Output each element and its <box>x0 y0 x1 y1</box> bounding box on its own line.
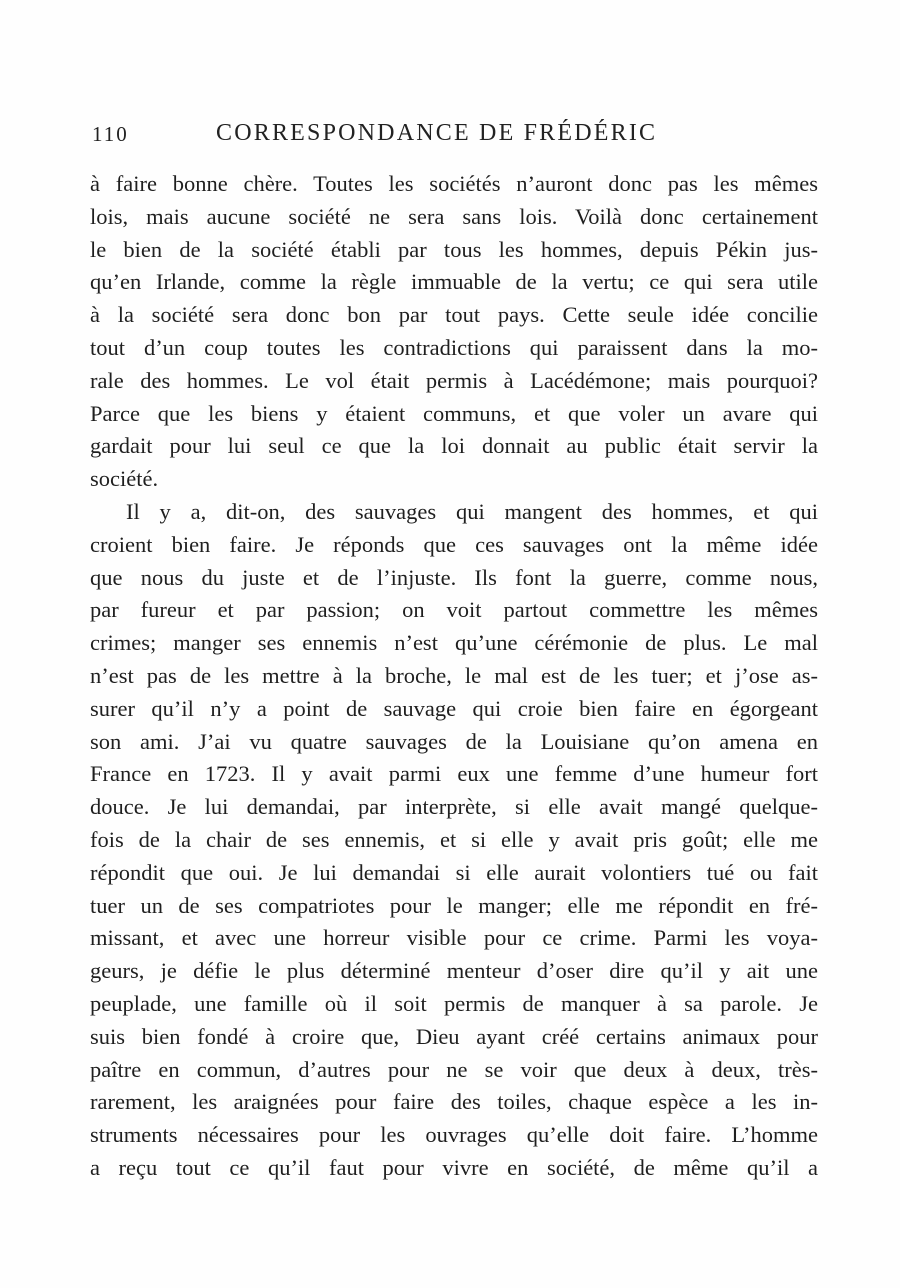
text-line: douce. Je lui demandai, par interprète, si elle avait mangé quelque- <box>90 794 818 820</box>
text-line: surer qu’il n’y a point de sauvage qui croie bien faire en égorgeant <box>90 695 818 721</box>
text-line: le bien de la société établi par tous les hommes, depuis Pékin jus- <box>90 236 818 262</box>
text-line: n’est pas de les mettre à la broche, le mal est de les tuer; et j’ose as- <box>90 662 818 688</box>
text-line: rarement, les araignées pour faire des toiles, chaque espèce a les in- <box>90 1089 818 1115</box>
text-line: répondit que oui. Je lui demandai si elle aurait volontiers tué ou fait <box>90 859 818 885</box>
paragraph-start-line: Il y a, dit-on, des sauvages qui mangent des hommes, et qui <box>126 498 818 524</box>
text-line: à faire bonne chère. Toutes les sociétés n’auront donc pas les mêmes <box>90 171 818 196</box>
text-line: missant, et avec une horreur visible pour ce crime. Parmi les voya- <box>90 925 818 951</box>
text-line: paître en commun, d’autres pour ne se voir que deux à deux, très- <box>90 1056 818 1082</box>
text-line: tout d’un coup toutes les contradictions qui paraissent dans la mo- <box>90 334 818 360</box>
text-line: fois de la chair de ses ennemis, et si elle y avait pris goût; elle me <box>90 826 818 852</box>
text-line: lois, mais aucune société ne sera sans lois. Voilà donc certainement <box>90 203 818 229</box>
text-line: a reçu tout ce qu’il faut pour vivre en société, de même qu’il a <box>90 1154 818 1180</box>
text-line: France en 1723. Il y avait parmi eux une femme d’une humeur fort <box>90 761 818 787</box>
text-line: rale des hommes. Le vol était permis à Lacédémone; mais pourquoi? <box>90 367 818 393</box>
text-line: gardait pour lui seul ce que la loi donnait au public était servir la <box>90 433 818 459</box>
text-line: à la société sera donc bon par tout pays. Cette seule idée concilie <box>90 302 818 328</box>
text-line: tuer un de ses compatriotes pour le manger; elle me répondit en fré- <box>90 892 818 918</box>
page-header <box>92 120 824 156</box>
text-line: suis bien fondé à croire que, Dieu ayant créé certains animaux pour <box>90 1023 818 1049</box>
page-number: 110 <box>92 122 129 146</box>
body-text <box>90 168 818 1185</box>
running-title: CORRESPONDANCE DE FRÉDÉRIC <box>216 120 658 146</box>
text-line: Parce que les biens y étaient communs, et que voler un avare qui <box>90 400 818 426</box>
text-line: croient bien faire. Je réponds que ces sauvages ont la même idée <box>90 531 818 557</box>
text-line: qu’en Irlande, comme la règle immuable de la vertu; ce qui sera utile <box>90 269 818 295</box>
text-line: peuplade, une famille où il soit permis de manquer à sa parole. Je <box>90 990 818 1016</box>
text-line: que nous du juste et de l’injuste. Ils font la guerre, comme nous, <box>90 564 818 590</box>
text-line: crimes; manger ses ennemis n’est qu’une cérémonie de plus. Le mal <box>90 630 818 656</box>
text-line: son ami. J’ai vu quatre sauvages de la Louisiane qu’on amena en <box>90 728 818 754</box>
text-line: par fureur et par passion; on voit partout commettre les mêmes <box>90 597 818 623</box>
text-line: geurs, je défie le plus déterminé menteur d’oser dire qu’il y ait une <box>90 958 818 984</box>
paragraph-end-line: société. <box>90 466 159 492</box>
text-line: struments nécessaires pour les ouvrages qu’elle doit faire. L’homme <box>90 1122 818 1148</box>
